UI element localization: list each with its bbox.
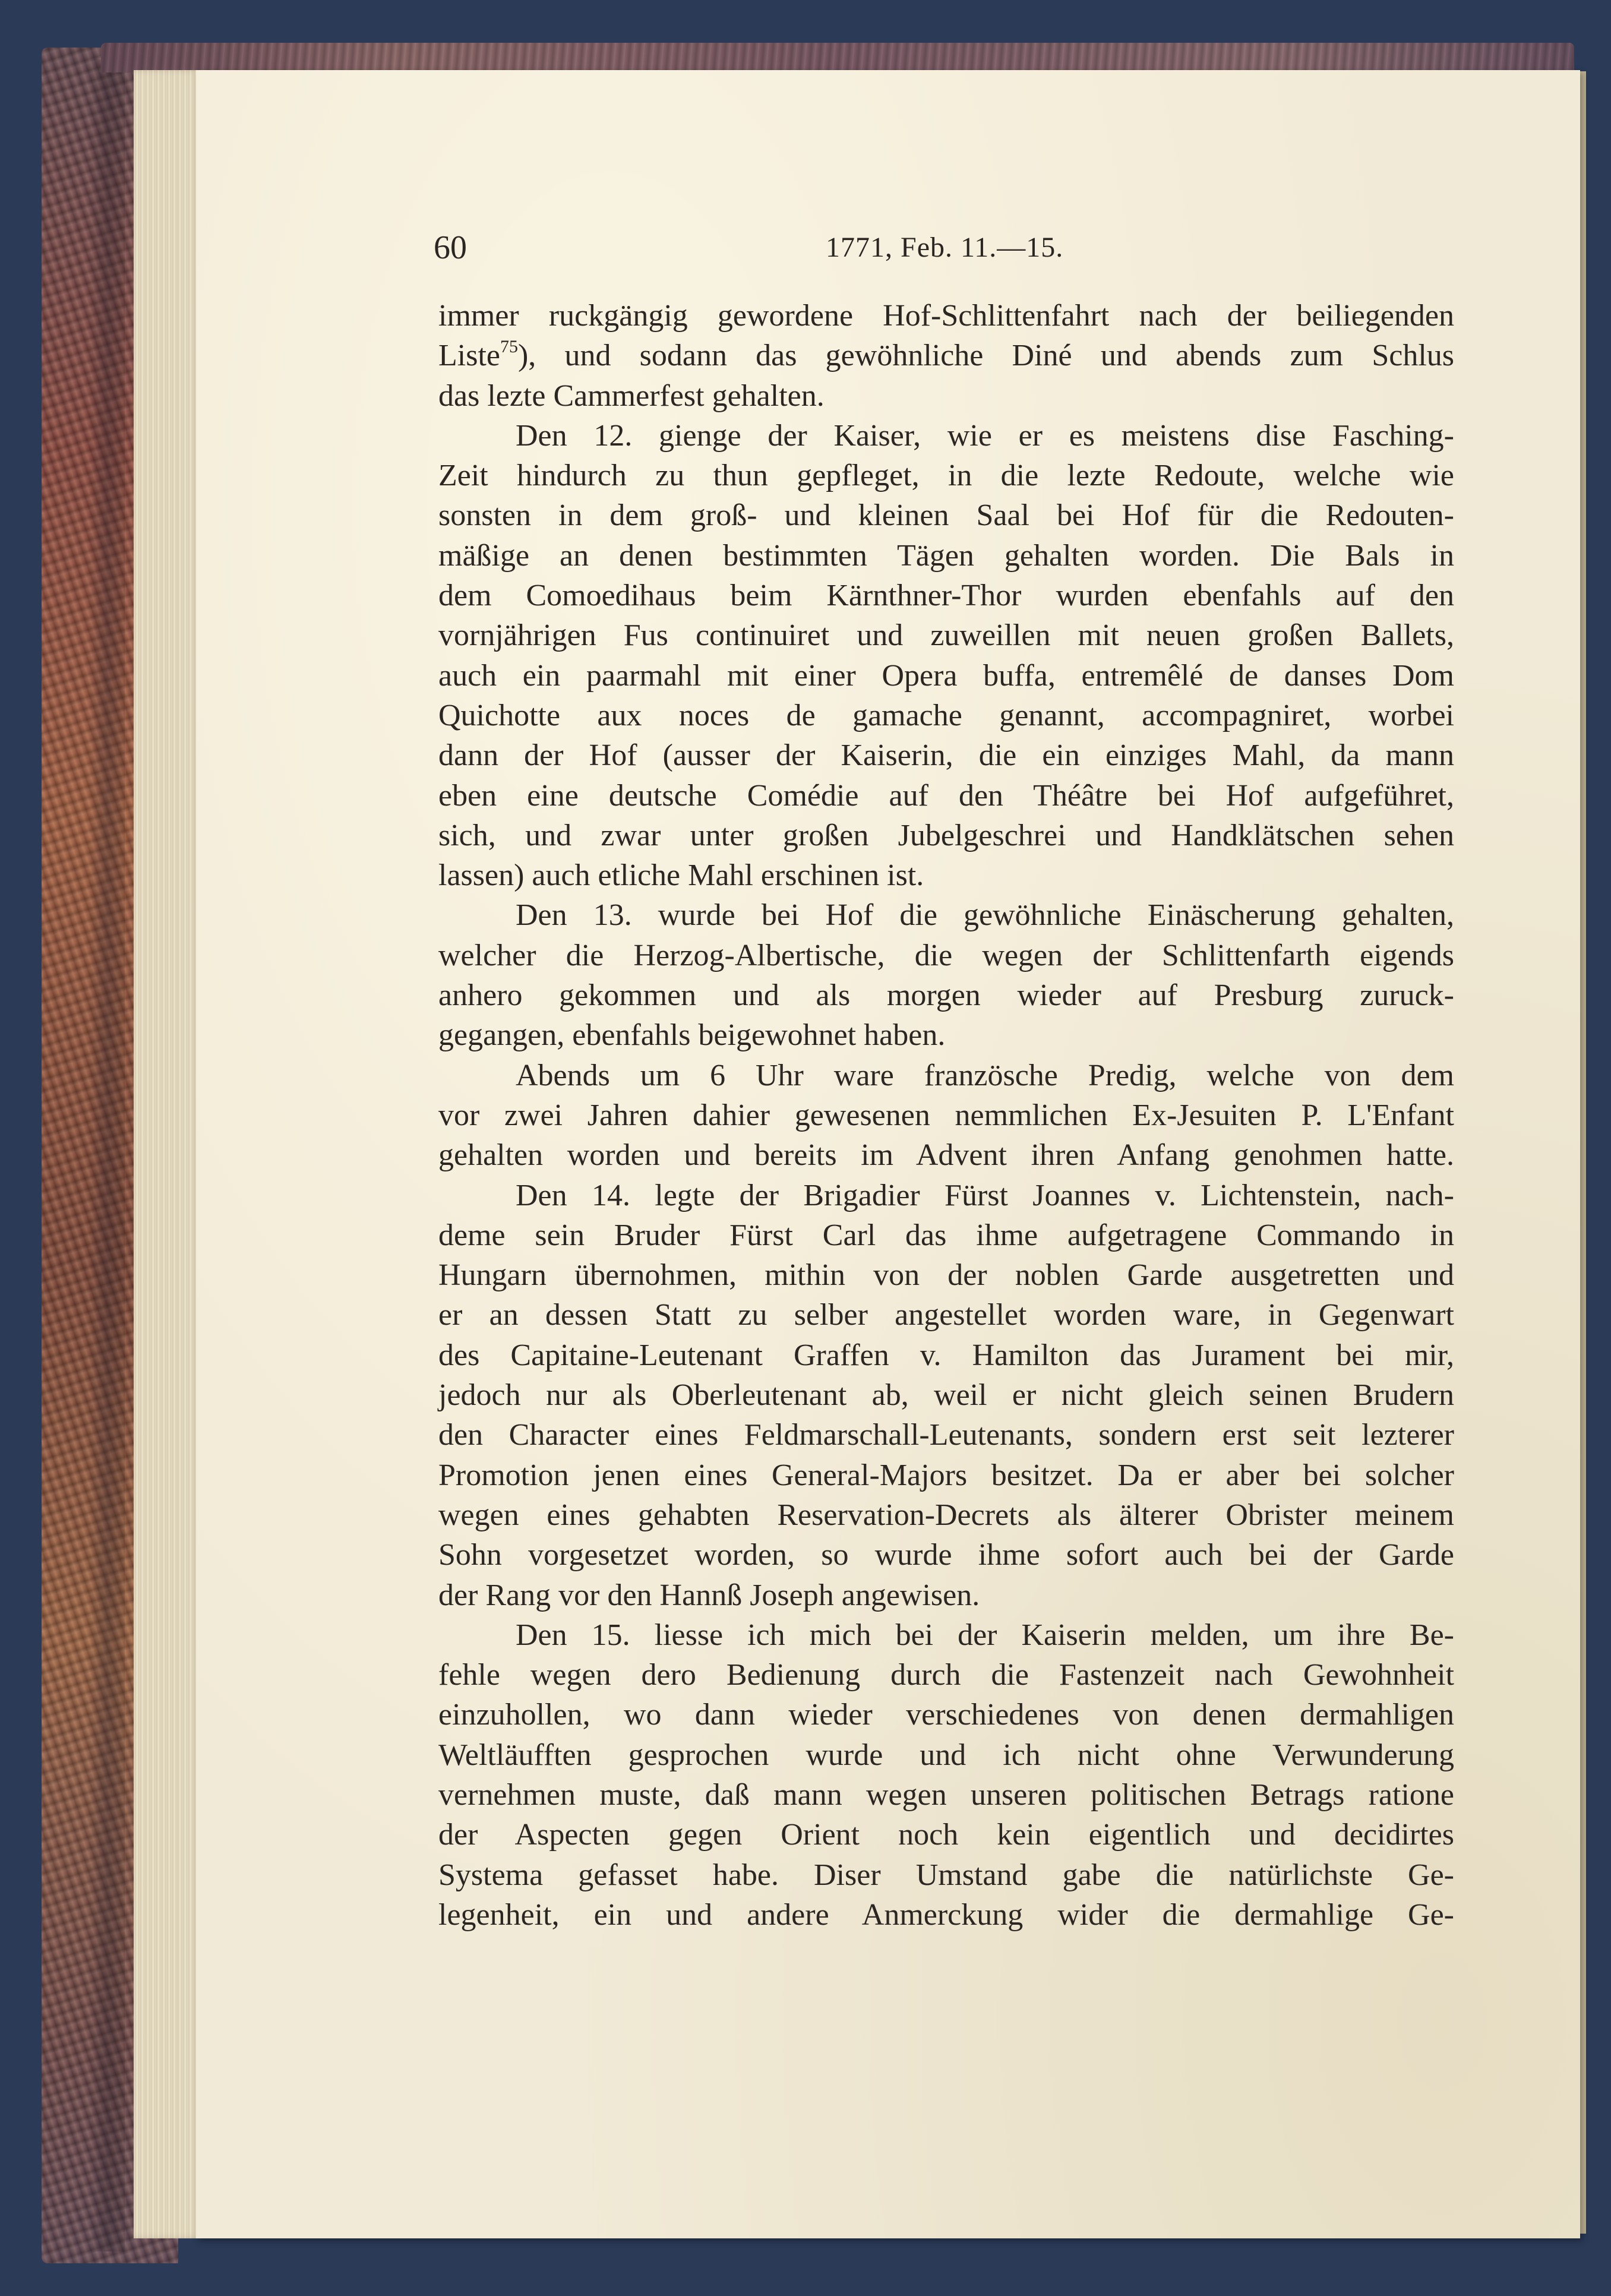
text-line: vernehmen muste, daß mann wegen unseren politischen Betrags ratione	[438, 1777, 1454, 1812]
text-line: Den 12. gienge der Kaiser, wie er es meistens dise Fasching-	[516, 418, 1454, 453]
text-line: einzuhollen, wo dann wieder verschiedenes von denen dermahligen	[438, 1698, 1454, 1732]
text-line: des Capitaine-Leutenant Graffen v. Hamilton das Jurament bei mir,	[438, 1338, 1454, 1372]
text-line: Weltläufften gesprochen wurde und ich nicht ohne Verwunderung	[438, 1738, 1454, 1772]
text-line: den Character eines Feldmarschall-Leutenants, sondern erst seit lezterer	[438, 1418, 1454, 1452]
text-line: vornjährigen Fus continuiret und zuweillen mit neuen großen Ballets,	[438, 618, 1454, 653]
text-line: dann der Hof (ausser der Kaiserin, die ein einziges Mahl, da mann	[438, 738, 1454, 773]
text-line: eben eine deutsche Comédie auf den Théâtre bei Hof aufgeführet,	[438, 778, 1454, 813]
text-line: mäßige an denen bestimmten Tägen gehalten worden. Die Bals in	[438, 538, 1454, 573]
running-head: 1771, Feb. 11.—15.	[826, 232, 1064, 263]
text-line: Quichotte aux noces de gamache genannt, accompagniret, worbei	[438, 698, 1454, 732]
text-line: vor zwei Jahren dahier gewesenen nemmlichen Ex-Jesuiten P. L'Enfant	[438, 1098, 1454, 1132]
text-line: sonsten in dem groß- und kleinen Saal bei Hof für die Redouten-	[438, 498, 1454, 533]
text-line: Sohn vorgesetzet worden, so wurde ihme sofort auch bei der Garde	[438, 1538, 1454, 1572]
text-line: Zeit hindurch zu thun gepfleget, in die lezte Redoute, welche wie	[438, 459, 1454, 493]
text-line: auch ein paarmahl mit einer Opera buffa, entremêlé de danses Dom	[438, 658, 1454, 693]
book-top-binding	[101, 43, 1574, 72]
text-line: Liste$^{75}$), und sodann das gewöhnliche Diné und abends zum Schlus	[438, 337, 1454, 373]
text-line: anhero gekommen und als morgen wieder auf Presburg zuruck-	[438, 978, 1454, 1013]
text-line: sich, und zwar unter großen Jubelgeschrei und Handklätschen sehen	[438, 818, 1454, 852]
text-line: immer ruckgängig gewordene Hof-Schlittenfahrt nach der beiliegenden	[438, 299, 1454, 333]
text-line: das lezte Cammerfest gehalten.	[438, 378, 825, 413]
text-line: wegen eines gehabten Reservation-Decrets als älterer Obrister meinem	[438, 1498, 1454, 1532]
page-number: 60	[434, 229, 467, 266]
text-line: deme sein Bruder Fürst Carl das ihme aufgetragene Commando in	[438, 1218, 1454, 1252]
text-line: Systema gefasset habe. Diser Umstand gabe die natürlichste Ge-	[438, 1858, 1454, 1892]
text-line: fehle wegen dero Bedienung durch die Fastenzeit nach Gewohnheit	[438, 1658, 1454, 1692]
text-line: der Rang vor den Hannß Joseph angewisen.	[438, 1578, 980, 1612]
text-line: jedoch nur als Oberleutenant ab, weil er nicht gleich seinen Brudern	[438, 1378, 1454, 1413]
text-line: Den 14. legte der Brigadier Fürst Joannes v. Lichtenstein, nach-	[516, 1178, 1454, 1212]
text-line: Hungarn übernohmen, mithin von der noblen Garde ausgetretten und	[438, 1258, 1454, 1293]
page-header	[434, 229, 1206, 276]
text-line: er an dessen Statt zu selber angestellet worden ware, in Gegenwart	[438, 1298, 1454, 1332]
text-line: dem Comoedihaus beim Kärnthner-Thor wurden ebenfahls auf den	[438, 579, 1454, 613]
text-line: welcher die Herzog-Albertische, die wegen der Schlittenfarth eigends	[438, 938, 1454, 972]
footnote-marker: 75	[500, 337, 518, 357]
text-line: Den 13. wurde bei Hof die gewöhnliche Einäscherung gehalten,	[516, 898, 1454, 933]
text-line: gegangen, ebenfahls beigewohnet haben.	[438, 1018, 946, 1053]
text-line: legenheit, ein und andere Anmerckung wider die dermahlige Ge-	[438, 1897, 1454, 1932]
text-line: der Aspecten gegen Orient noch kein eigentlich und decidirtes	[438, 1818, 1454, 1852]
text-line: lassen) auch etliche Mahl erschinen ist.	[438, 858, 924, 893]
text-line: Den 15. liesse ich mich bei der Kaiserin melden, um ihre Be-	[516, 1618, 1454, 1652]
text-line: gehalten worden und bereits im Advent ihren Anfang genohmen hatte.	[438, 1138, 1454, 1173]
text-line: Promotion jenen eines General-Majors besitzet. Da er aber bei solcher	[438, 1458, 1454, 1492]
text-line: Abends um 6 Uhr ware französche Predig, welche von dem	[516, 1058, 1454, 1092]
cover-edge-shadow	[89, 59, 125, 2251]
body-text	[438, 296, 1454, 1935]
